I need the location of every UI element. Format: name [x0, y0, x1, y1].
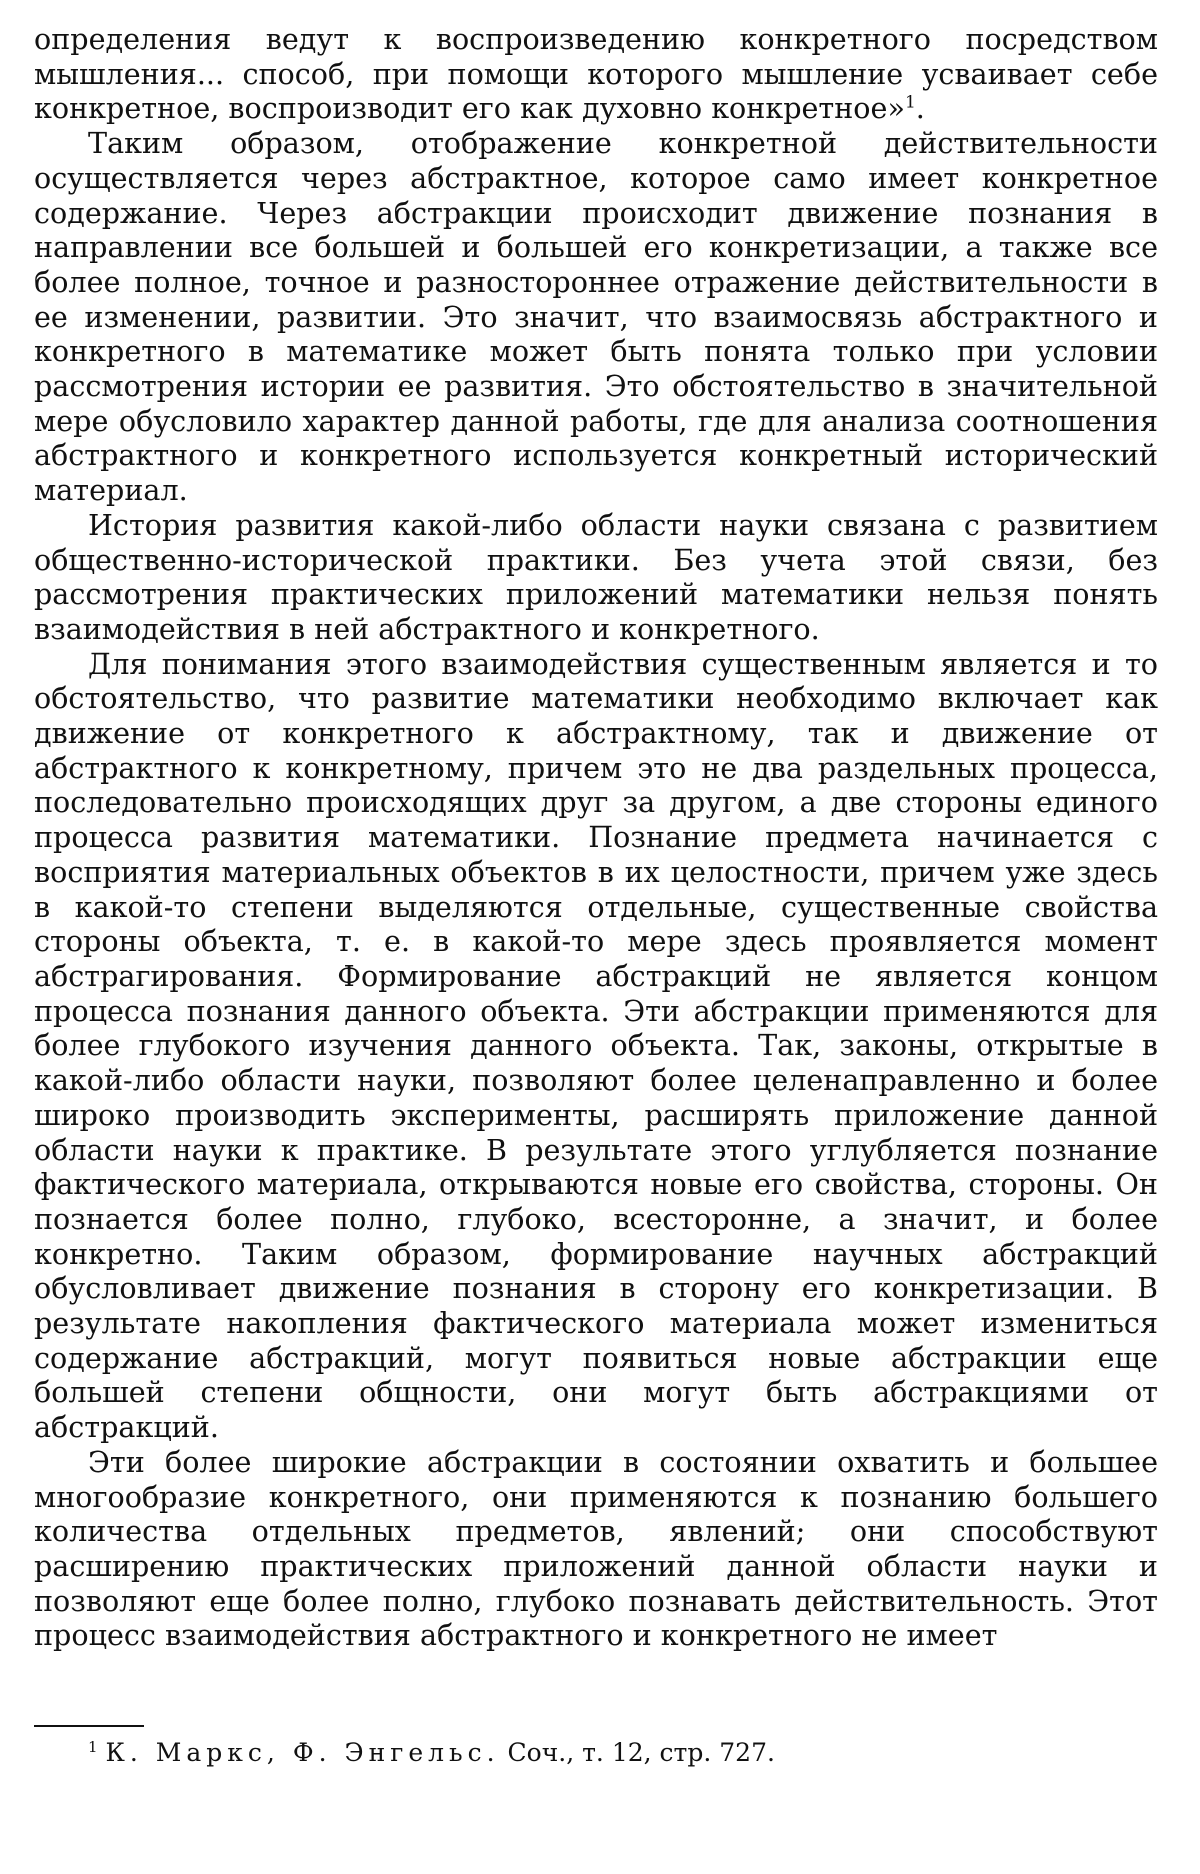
paragraph-continuation: определения ведут к воспроизведению конкретного посредством мышления... способ, при помощи которого мышление усваивает себе конкретное, воспроизводит его как духовно конкретное»$^1$.	[34, 22, 1158, 126]
paragraph: История развития какой-либо области науки связана с развитием общественно-исторической практики. Без учета этой связи, без рассмотрения практических приложений математики нельзя понять взаимодействия в ней абстрактного и конкретного.	[34, 507, 1158, 646]
footnote-reference: 1	[904, 92, 916, 113]
document-page	[34, 22, 1158, 1653]
paragraph: Таким образом, отображение конкретной действительности осуществляется через абстрактное, которое само имеет конкретное содержание. Через абстракции происходит движение познания в направлении все большей и большей его конкретизации, а также все более полное, точное и разностороннее отражение действительности в ее изменении, развитии. Это значит, что взаимосвязь абстрактного и конкретного в математике может быть понята только при условии рассмотрения истории ее развития. Это обстоятельство в значительной мере обусловило характер данной работы, где для анализа соотношения абстрактного и конкретного используется конкретный исторический материал.	[34, 126, 1158, 508]
paragraph: Для понимания этого взаимодействия существенным является и то обстоятельство, что развитие математики необходимо включает как движение от конкретного к абстрактному, так и движение от абстрактного к конкретному, причем это не два раздельных процесса, последовательно происходящих друг за другом, а две стороны единого процесса развития математики. Познание предмета начинается с восприятия материальных объектов в их целостности, причем уже здесь в какой-то степени выделяются отдельные, существенные свойства стороны объекта, т. е. в какой-то мере здесь проявляется момент абстрагирования. Формирование абстракций не является концом процесса познания данного объекта. Эти абстракции применяются для более глубокого изучения данного объекта. Так, законы, открытые в какой-либо области науки, позволяют более целенаправленно и более широко производить эксперименты, расширять приложение данной области науки к практике. В результате этого углубляется познание фактического материала, открываются новые его свойства, стороны. Он познается более полно, глубоко, всесторонне, а значит, и более конкретно. Таким образом, формирование научных абстракций обусловливает движение познания в сторону его конкретизации. В результате накопления фактического материала может измениться содержание абстракций, могут появиться новые абстракции еще большей степени общности, они могут быть абстракциями от абстракций.	[34, 646, 1158, 1445]
footnote-authors: К. Маркс, Ф. Энгельс.	[105, 1738, 500, 1767]
footnote-source: Соч., т. 12, стр. 727.	[507, 1738, 775, 1767]
footnote	[88, 1738, 1148, 1768]
paragraph-text: определения ведут к воспроизведению конкретного посредством мышления... способ, при помощи которого мышление усваивает себе конкретное, воспроизводит его как духовно конкретное»	[34, 22, 1158, 126]
footnote-marker: 1	[88, 1737, 98, 1756]
paragraph: Эти более широкие абстракции в состоянии охватить и большее многообразие конкретного, они применяются к познанию большего количества отдельных предметов, явлений; они способствуют расширению практических приложений данной области науки и позволяют еще более полно, глубоко познавать действительность. Этот процесс взаимодействия абстрактного и конкретного не имеет	[34, 1444, 1158, 1653]
footnote-divider	[34, 1725, 144, 1727]
